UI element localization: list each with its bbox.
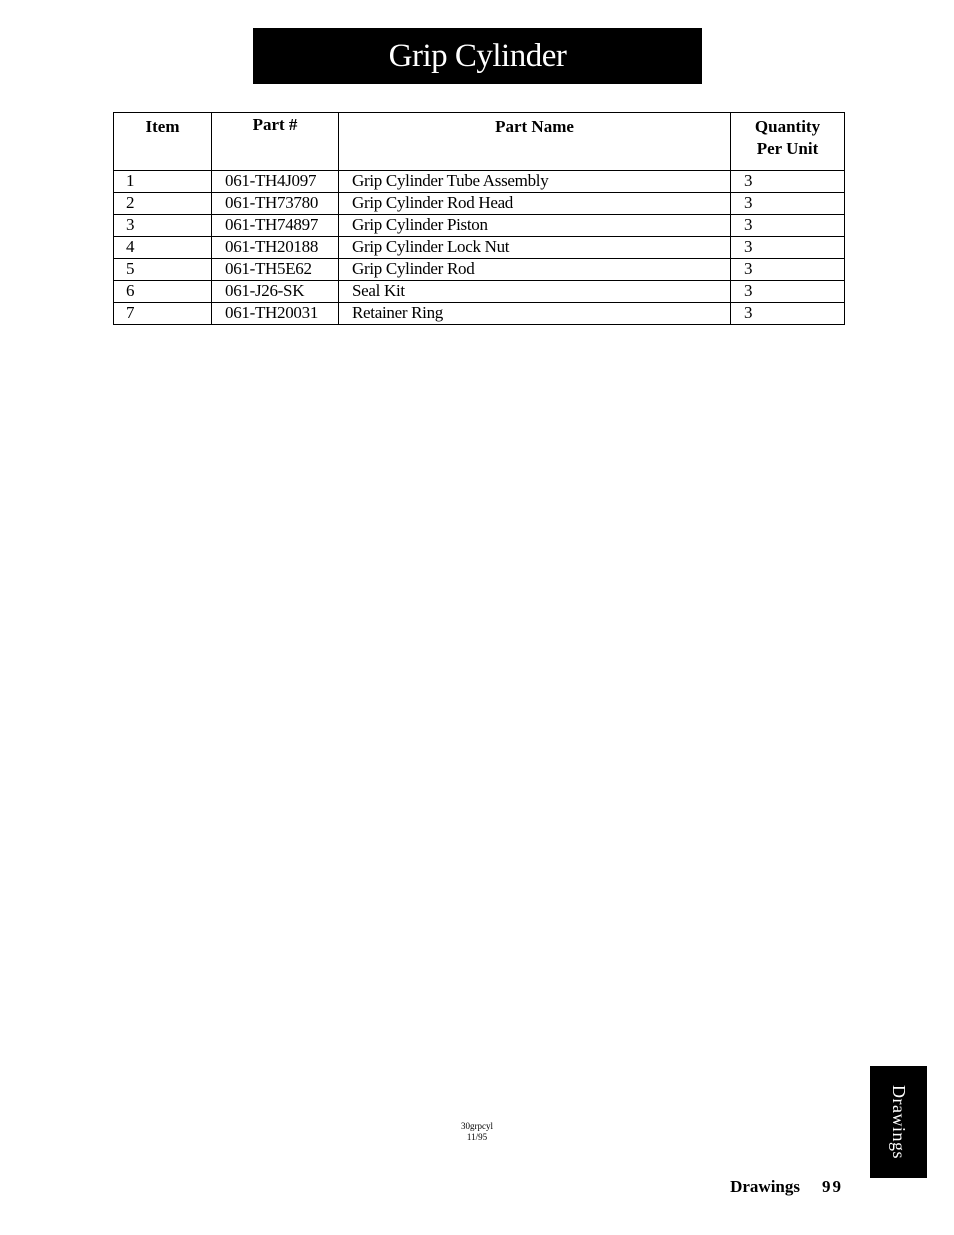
row-quantity: 3 [731,171,845,193]
row-part-number: 061-TH74897 [212,215,339,237]
row-part-name: Grip Cylinder Tube Assembly [339,171,731,193]
row-quantity: 3 [731,281,845,303]
row-item: 4 [114,237,212,259]
table-row [114,193,845,215]
row-part-number: 061-J26-SK [212,281,339,303]
table-row [114,303,845,325]
row-part-number: 061-TH4J097 [212,171,339,193]
drawing-date: 11/95 [466,1132,488,1142]
row-part-name: Grip Cylinder Piston [339,215,731,237]
row-quantity: 3 [731,193,845,215]
row-quantity: 3 [731,215,845,237]
section-side-tab [870,1066,927,1178]
page-footer [730,1177,843,1197]
row-item: 7 [114,303,212,325]
row-part-number: 061-TH20188 [212,237,339,259]
row-part-number: 061-TH73780 [212,193,339,215]
table-row [114,171,845,193]
page-title-bar [253,28,702,84]
table-row [114,237,845,259]
row-quantity: 3 [731,237,845,259]
row-item: 2 [114,193,212,215]
row-part-name: Seal Kit [339,281,731,303]
row-part-name: Grip Cylinder Lock Nut [339,237,731,259]
header-quantity-line2: Per Unit [756,139,819,158]
header-part-number: Part # [212,113,339,171]
row-part-number: 061-TH5E62 [212,259,339,281]
parts-table [113,112,845,325]
page-title: Grip Cylinder [388,37,567,74]
row-item: 1 [114,171,212,193]
drawing-code: 30grpcyl [461,1121,493,1131]
header-part-name: Part Name [339,113,731,171]
table-row [114,259,845,281]
row-part-name: Grip Cylinder Rod Head [339,193,731,215]
row-item: 3 [114,215,212,237]
footer-section: Drawings [730,1177,800,1196]
header-quantity-line1: Quantity [754,117,821,136]
row-part-name: Grip Cylinder Rod [339,259,731,281]
row-quantity: 3 [731,259,845,281]
page-number: 99 [822,1177,843,1196]
drawing-reference [427,1121,527,1143]
row-part-number: 061-TH20031 [212,303,339,325]
table-header-row [114,113,845,171]
table-row [114,281,845,303]
table-row [114,215,845,237]
row-item: 5 [114,259,212,281]
row-quantity: 3 [731,303,845,325]
row-item: 6 [114,281,212,303]
row-part-name: Retainer Ring [339,303,731,325]
side-tab-label: Drawings [889,1085,909,1159]
header-item: Item [114,113,212,171]
header-quantity [731,113,845,171]
